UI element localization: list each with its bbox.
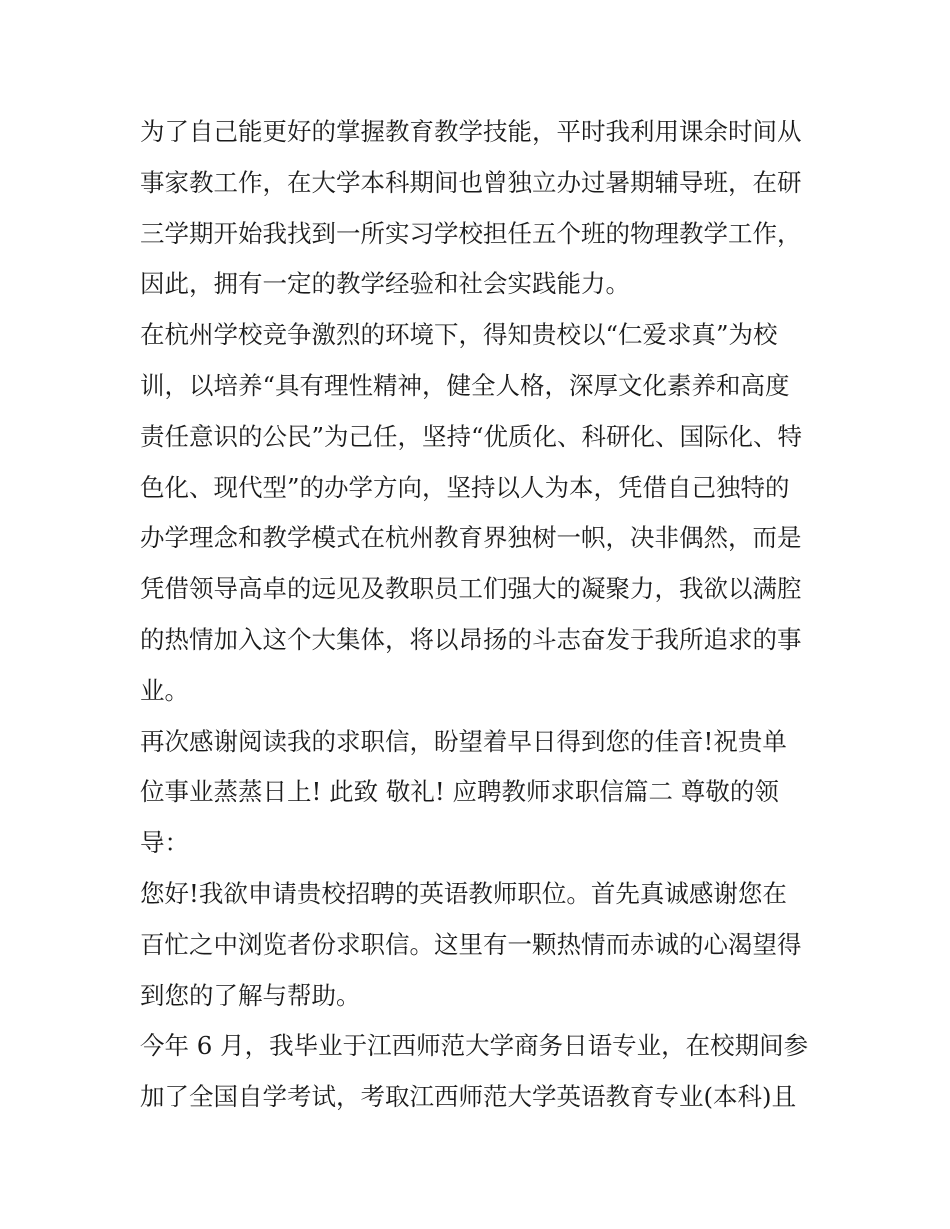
text-line: 办学理念和教学模式在杭州教育界独树一帜，决非偶然，而是: [140, 523, 802, 553]
text-line: 的热情加入这个大集体，将以昂扬的斗志奋发于我所追求的事: [140, 624, 802, 654]
text-line: 到您的了解与帮助。: [140, 980, 361, 1010]
text-line: 导：: [140, 828, 189, 858]
text-line: 凭借领导高卓的远见及教职员工们强大的凝聚力，我欲以满腔: [140, 574, 802, 604]
text-line: 在杭州学校竞争激烈的环境下，得知贵校以“仁爱求真”为校: [140, 320, 778, 350]
text-line: 百忙之中浏览者份求职信。这里有一颗热情而赤诚的心渴望得: [140, 929, 802, 959]
text-line: 您好!我欲申请贵校招聘的英语教师职位。首先真诚感谢您在: [140, 878, 787, 908]
paragraph-education-background: [140, 1021, 815, 1123]
paragraph-teaching-experience: [140, 107, 815, 310]
text-line: 再次感谢阅读我的求职信，盼望着早日得到您的佳音!祝贵单: [140, 726, 787, 756]
paragraph-application-intro: [140, 869, 815, 1021]
text-line: 事家教工作，在大学本科期间也曾独立办过暑期辅导班，在研: [140, 167, 802, 197]
text-line: 业。: [140, 675, 189, 705]
text-line: 责任意识的公民”为己任，坚持“优质化、科研化、国际化、特: [140, 421, 803, 451]
text-line: 因此，拥有一定的教学经验和社会实践能力。: [140, 269, 630, 299]
text-line: 色化、现代型”的办学方向，坚持以人为本，凭借自己独特的: [140, 472, 790, 502]
paragraph-school-motto: [140, 310, 815, 716]
document-body: [140, 107, 815, 1123]
text-line: 位事业蒸蒸日上! 此致 敬礼! 应聘教师求职信篇二 尊敬的领: [140, 777, 779, 807]
text-line: 训，以培养“具有理性精神，健全人格，深厚文化素养和高度: [140, 370, 790, 400]
paragraph-closing-and-letter-two-greeting: [140, 717, 815, 869]
text-line: 加了全国自学考试，考取江西师范大学英语教育专业(本科)且: [140, 1082, 797, 1112]
text-line: 今年 6 月，我毕业于江西师范大学商务日语专业，在校期间参: [140, 1031, 809, 1061]
text-line: 三学期开始我找到一所实习学校担任五个班的物理教学工作，: [140, 218, 802, 248]
text-line: 为了自己能更好的掌握教育教学技能，平时我利用课余时间从: [140, 117, 802, 146]
